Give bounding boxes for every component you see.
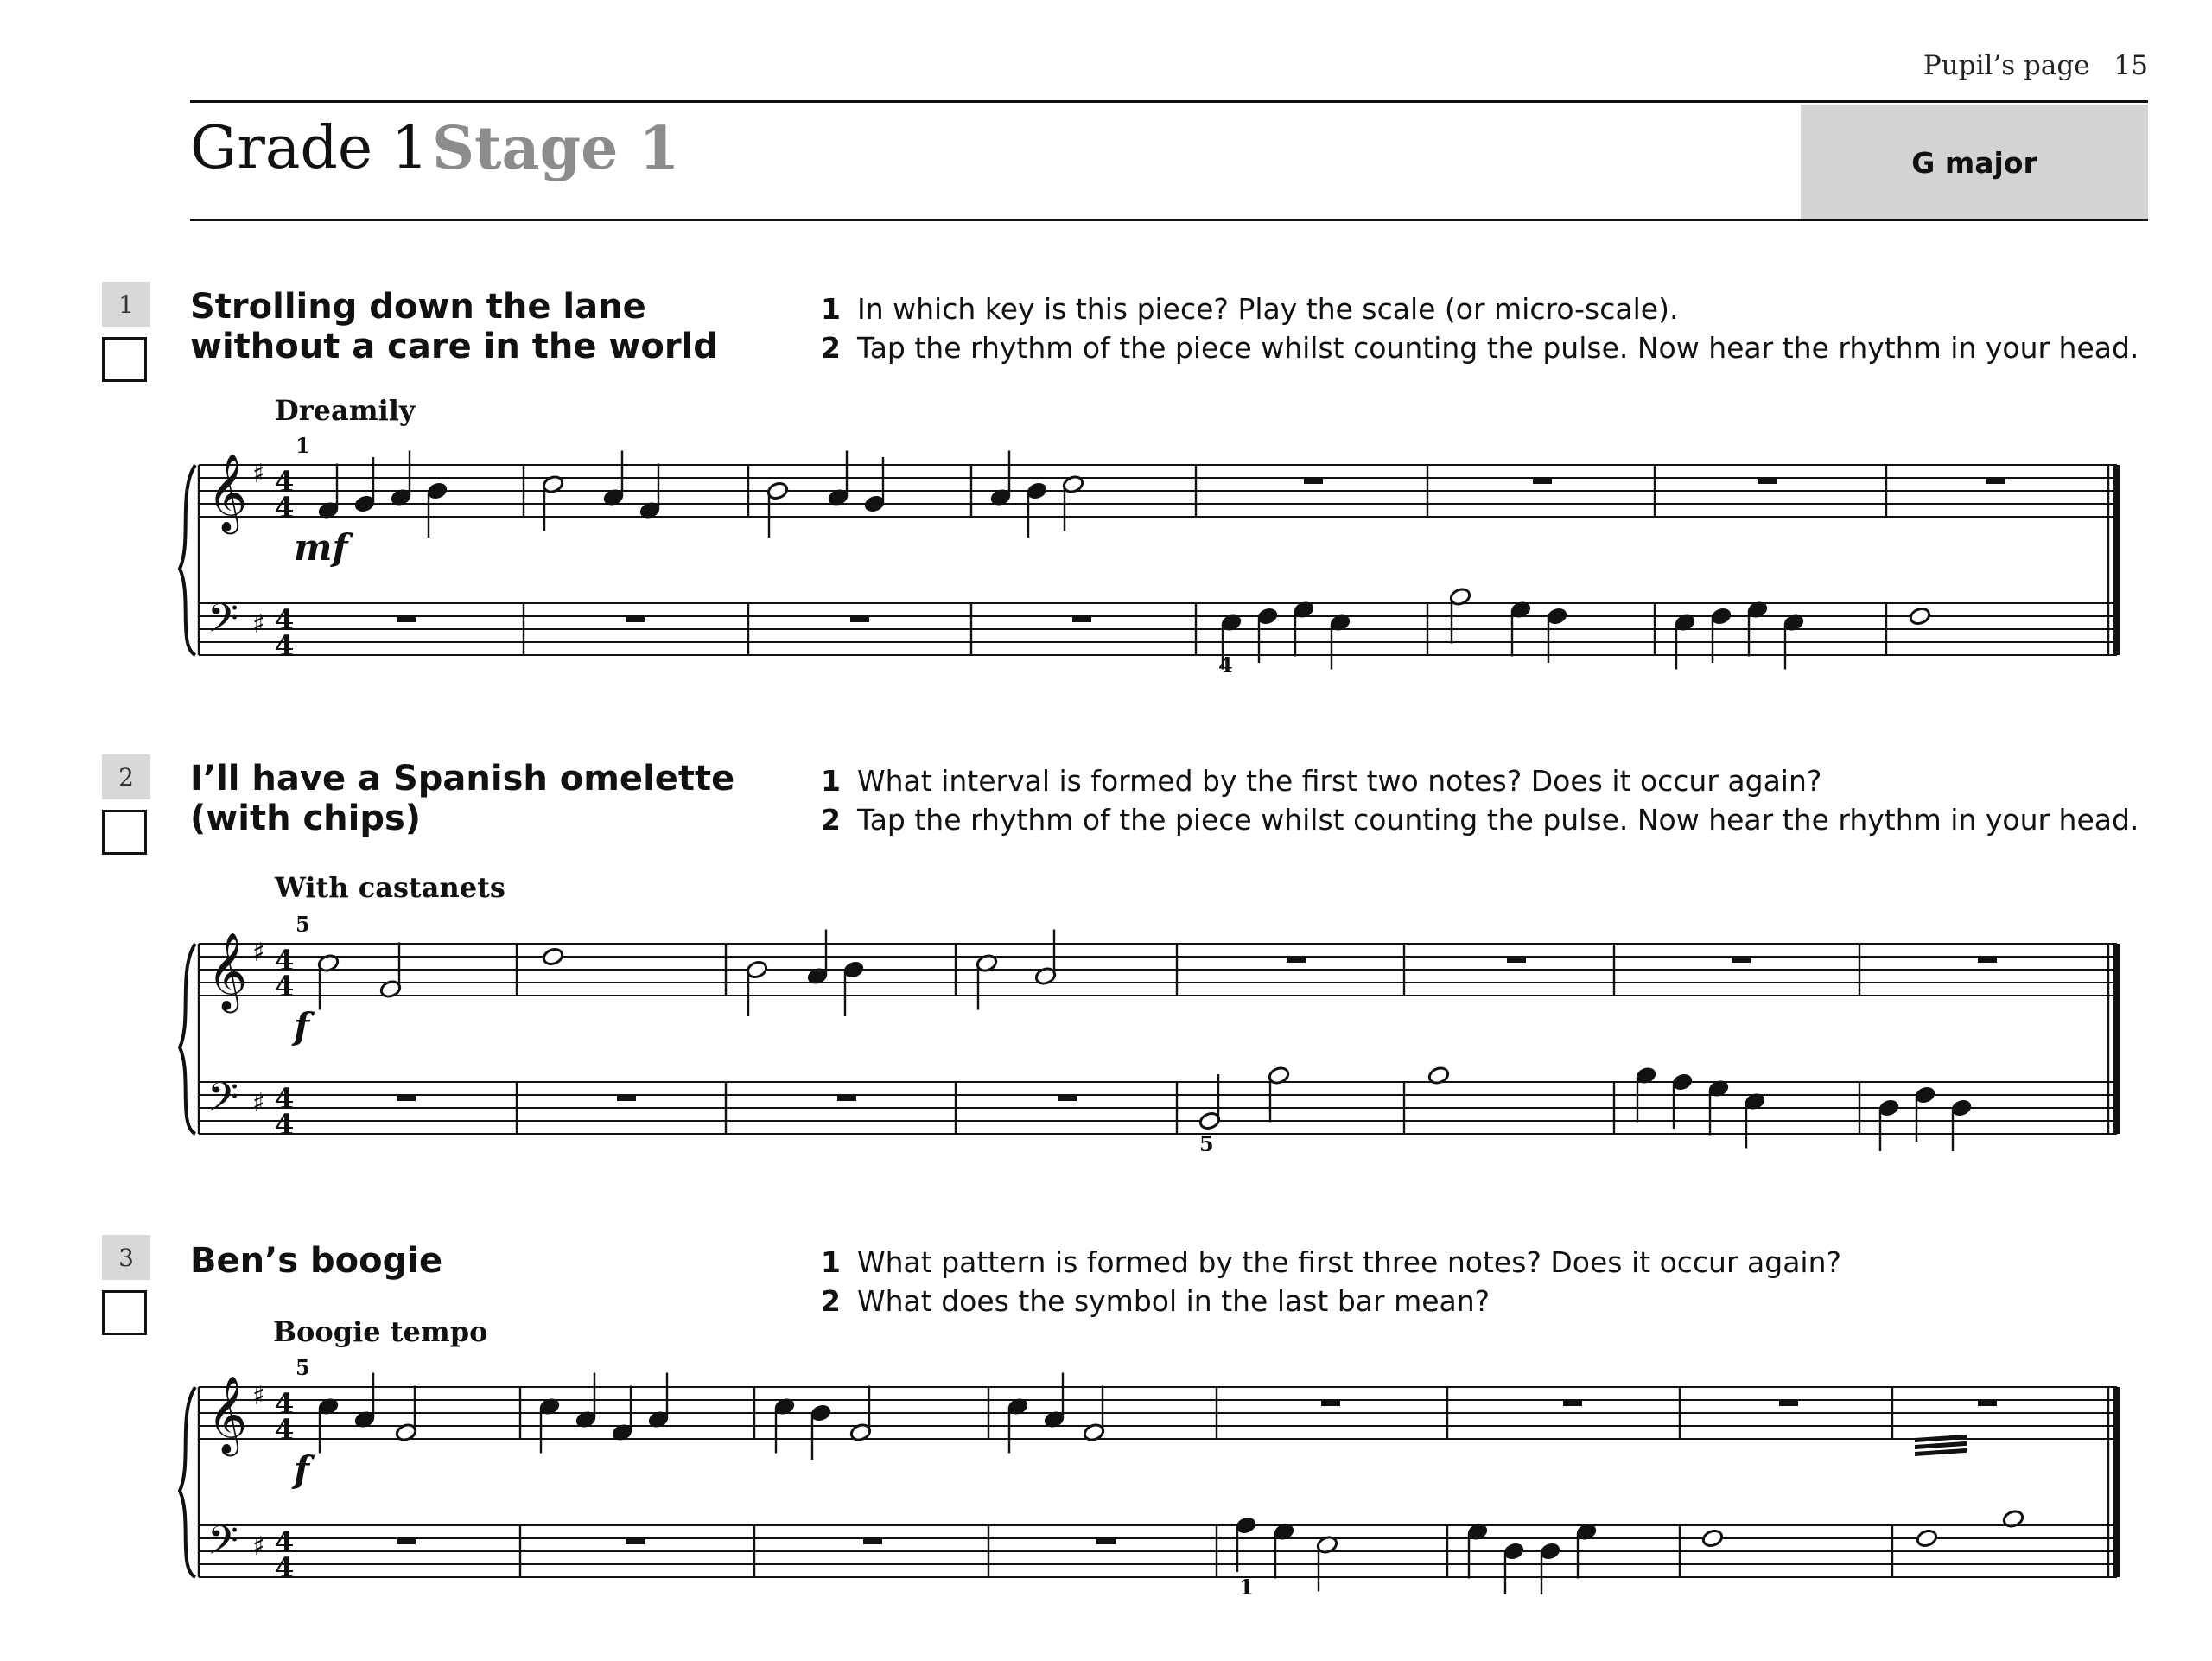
question-text: What interval is formed by the first two notes? Does it occur again? [857, 764, 1822, 798]
whole-rest [1978, 1400, 1997, 1406]
time-signature-top: 4 [275, 1082, 295, 1115]
question-1 [821, 764, 1821, 798]
fingering-number: 1 [1239, 1575, 1254, 1594]
notehead [1701, 1528, 1724, 1548]
tempo-marking: With castanets [275, 871, 505, 904]
whole-rest [1058, 1095, 1077, 1101]
time-signature-top: 4 [275, 603, 295, 636]
treble-clef-icon: 𝄞 [207, 932, 248, 1010]
time-signature-top: 4 [275, 944, 295, 977]
key-box [1801, 105, 2148, 220]
dynamic-marking: f [294, 1005, 310, 1047]
time-signature-top: 4 [275, 1387, 295, 1420]
question-number: 1 [821, 292, 841, 326]
fingering-number: 4 [1218, 652, 1233, 672]
time-signature-bottom: 4 [275, 1413, 295, 1446]
treble-clef-icon: 𝄞 [207, 454, 248, 531]
fingering-number: 5 [296, 912, 310, 937]
whole-rest [1072, 616, 1091, 622]
notehead [1909, 606, 1931, 626]
bass-clef-icon: 𝄢 [207, 1074, 239, 1130]
whole-rest [1563, 1400, 1582, 1406]
fingering-number: 5 [296, 1355, 310, 1380]
question-text: Tap the rhythm of the piece whilst counting the pulse. Now hear the rhythm in your head. [857, 331, 2139, 365]
exercise-number: 1 [118, 290, 134, 319]
question-text: What does the symbol in the last bar mean? [857, 1284, 1491, 1318]
exercise-number: 3 [118, 1243, 134, 1272]
exercise-checkbox[interactable] [102, 1290, 147, 1335]
final-barline-thick [2113, 1387, 2120, 1577]
time-signature-top: 4 [275, 1525, 295, 1558]
tremolo-beam [1915, 1435, 1967, 1442]
whole-rest [863, 1538, 882, 1544]
whole-rest [1507, 957, 1526, 963]
question-2 [821, 1284, 1490, 1318]
whole-rest [1304, 478, 1323, 484]
whole-rest [617, 1095, 636, 1101]
title-bottom-rule [190, 219, 2148, 221]
piece-title: I’ll have a Spanish omelette (with chips) [190, 759, 735, 838]
key-sharp-icon: ♯ [252, 1381, 265, 1411]
treble-clef-icon: 𝄞 [207, 1376, 248, 1454]
time-signature-top: 4 [275, 465, 295, 498]
final-barline-thick [2113, 944, 2120, 1134]
question-1 [821, 292, 1678, 326]
tempo-marking: Boogie tempo [273, 1315, 488, 1348]
key-sharp-icon: ♯ [252, 1088, 265, 1118]
time-signature-bottom: 4 [275, 1108, 295, 1141]
time-signature-bottom: 4 [275, 629, 295, 662]
whole-rest [626, 1538, 645, 1544]
question-2 [821, 331, 2139, 365]
whole-rest [1287, 957, 1306, 963]
whole-rest [1533, 478, 1552, 484]
whole-rest [1732, 957, 1751, 963]
piece-title: Strolling down the lane without a care in the world [190, 287, 718, 366]
page-number: 15 [2113, 50, 2148, 81]
exercise-number-badge [102, 282, 150, 327]
question-number: 1 [821, 764, 841, 798]
score-system-2 [173, 909, 2126, 1151]
dynamic-marking: f [294, 1448, 310, 1491]
key-sharp-icon: ♯ [252, 609, 265, 640]
whole-rest [1321, 1400, 1340, 1406]
exercise-number: 2 [118, 762, 134, 792]
whole-rest [1096, 1538, 1116, 1544]
time-signature-bottom: 4 [275, 970, 295, 1002]
tremolo-beam [1915, 1441, 1967, 1449]
running-header [1923, 50, 2148, 81]
system-brace [180, 465, 195, 655]
exercise-checkbox[interactable] [102, 337, 147, 382]
final-barline-thick [2113, 465, 2120, 655]
exercise-number-badge [102, 754, 150, 799]
whole-rest [626, 616, 645, 622]
tempo-marking: Dreamily [275, 394, 416, 427]
page-title-stage: Stage 1 [432, 114, 680, 183]
notehead [542, 946, 564, 966]
whole-rest [1758, 478, 1777, 484]
question-2 [821, 803, 2139, 837]
time-signature-bottom: 4 [275, 491, 295, 524]
key-sharp-icon: ♯ [252, 459, 265, 489]
key-sharp-icon: ♯ [252, 1531, 265, 1562]
question-number: 1 [821, 1245, 841, 1279]
question-number: 2 [821, 1284, 841, 1318]
question-1 [821, 1245, 1841, 1279]
bass-clef-icon: 𝄢 [207, 595, 239, 652]
question-text: Tap the rhythm of the piece whilst counting the pulse. Now hear the rhythm in your head. [857, 803, 2139, 837]
page-title-grade: Grade 1 [190, 114, 429, 182]
whole-rest [1779, 1400, 1798, 1406]
system-brace [180, 1387, 195, 1577]
exercise-number-badge [102, 1235, 150, 1280]
score-system-3 [173, 1352, 2126, 1594]
key-sharp-icon: ♯ [252, 938, 265, 968]
question-number: 2 [821, 803, 841, 837]
fingering-number: 5 [1199, 1131, 1214, 1151]
time-signature-bottom: 4 [275, 1551, 295, 1584]
title-top-rule [190, 100, 2148, 103]
whole-rest [837, 1095, 856, 1101]
question-number: 2 [821, 331, 841, 365]
notehead [1916, 1528, 1938, 1548]
question-text: In which key is this piece? Play the scale (or micro-scale). [857, 292, 1679, 326]
whole-rest [397, 1538, 416, 1544]
dynamic-marking: mf [294, 526, 348, 569]
key-label: G major [1911, 145, 2037, 180]
whole-rest [1978, 957, 1997, 963]
system-brace [180, 944, 195, 1134]
fingering-number: 1 [296, 433, 310, 458]
question-text: What pattern is formed by the first three notes? Does it occur again? [857, 1245, 1842, 1279]
exercise-checkbox[interactable] [102, 810, 147, 855]
whole-rest [850, 616, 869, 622]
whole-rest [397, 1095, 416, 1101]
whole-rest [397, 616, 416, 622]
piece-title: Ben’s boogie [190, 1241, 443, 1281]
tremolo-beam [1915, 1448, 1967, 1456]
score-system-1 [173, 430, 2126, 672]
whole-rest [1986, 478, 2005, 484]
running-header-label: Pupil’s page [1923, 50, 2090, 81]
bass-clef-icon: 𝄢 [207, 1518, 239, 1574]
